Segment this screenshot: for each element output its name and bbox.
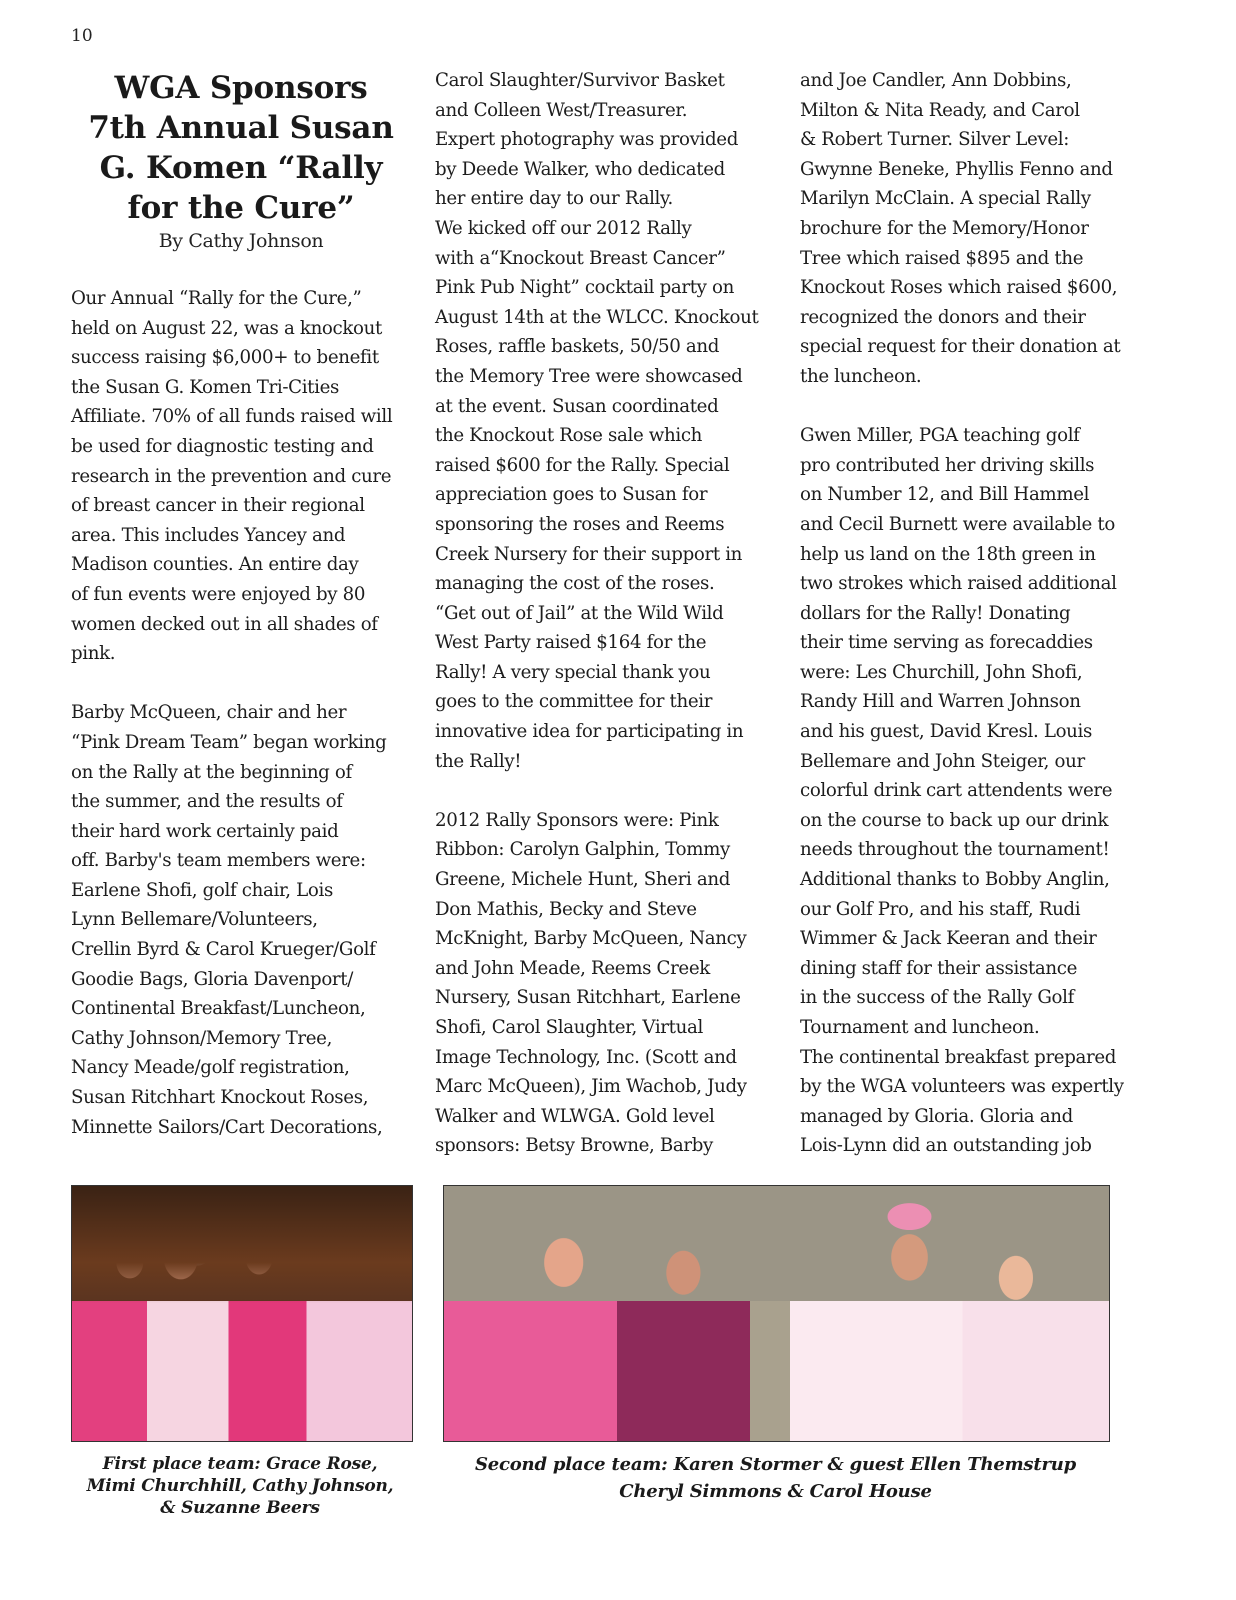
- article-column-3: [800, 66, 1150, 1161]
- title-line: for the Cure”: [127, 190, 355, 226]
- text-line: at the event. Susan coordinated: [435, 395, 719, 417]
- text-line: colorful drink cart attendents were: [800, 780, 1113, 802]
- text-line: We kicked off our 2012 Rally: [435, 217, 692, 239]
- first-place-team-photo: [71, 1185, 413, 1442]
- text-line: Goodie Bags, Gloria Davenport/: [71, 968, 354, 990]
- text-line: Earlene Shofi, golf chair, Lois: [71, 879, 333, 901]
- caption-line: Cheryl Simmons & Carol House: [619, 1481, 932, 1502]
- text-line: pink.: [71, 643, 116, 665]
- title-line: 7th Annual Susan: [88, 110, 394, 146]
- text-line: on Number 12, and Bill Hammel: [800, 484, 1090, 506]
- text-line: sponsoring the roses and Reems: [435, 513, 725, 535]
- caption-line: Second place team: Karen Stormer & guest Ellen Themstrup: [474, 1454, 1077, 1475]
- text-line: research in the prevention and cure: [71, 465, 392, 487]
- text-line: Expert photography was provided: [435, 129, 738, 151]
- article-title: [71, 68, 411, 228]
- text-line: held on August 22, was a knockout: [71, 317, 382, 339]
- text-line: sponsors: Betsy Browne, Barby: [435, 1135, 713, 1157]
- text-line: & Robert Turner. Silver Level:: [800, 129, 1070, 151]
- text-line: of breast cancer in their regional: [71, 495, 365, 517]
- text-line: Marc McQueen), Jim Wachob, Judy: [435, 1076, 747, 1098]
- text-line: area. This includes Yancey and: [71, 524, 346, 546]
- text-line: and John Meade, Reems Creek: [435, 957, 710, 979]
- paragraph-gap: [71, 669, 416, 699]
- text-line: goes to the committee for their: [435, 691, 713, 713]
- text-line: needs throughout the tournament!: [800, 839, 1110, 861]
- text-line: Cathy Johnson/Memory Tree,: [71, 1027, 332, 1049]
- text-line: Continental Breakfast/Luncheon,: [71, 998, 366, 1020]
- text-line: two strokes which raised additional: [800, 573, 1117, 595]
- text-line: and Joe Candler, Ann Dobbins,: [800, 70, 1072, 91]
- article-column-1: [71, 66, 416, 1142]
- text-line: their time serving as forecaddies: [800, 632, 1093, 654]
- text-line: “Pink Dream Team” began working: [71, 731, 387, 753]
- page-number: 10: [71, 26, 93, 46]
- text-line: Tournament and luncheon.: [800, 1017, 1040, 1038]
- text-line: Gwen Miller, PGA teaching golf: [800, 425, 1080, 447]
- text-line: Randy Hill and Warren Johnson: [800, 691, 1081, 713]
- text-line: West Party raised $164 for the: [435, 632, 707, 654]
- text-line: and Colleen West/Treasurer.: [435, 99, 688, 121]
- text-line: help us land on the 18th green in: [800, 543, 1096, 565]
- paragraph: [800, 421, 1150, 1161]
- text-line: dollars for the Rally! Donating: [800, 602, 1071, 624]
- text-line: on the course to back up our drink: [800, 809, 1109, 831]
- text-line: the Memory Tree were showcased: [435, 365, 743, 387]
- text-line: Ribbon: Carolyn Galphin, Tommy: [435, 839, 730, 861]
- text-line: with a“Knockout Breast Cancer”: [435, 247, 726, 269]
- text-line: raised $600 for the Rally. Special: [435, 454, 730, 476]
- text-line: were: Les Churchill, John Shofi,: [800, 661, 1083, 683]
- text-line: our Golf Pro, and his staff, Rudi: [800, 898, 1081, 920]
- text-line: and his guest, David Kresl. Louis: [800, 721, 1092, 743]
- text-line: Carol Slaughter/Survivor Basket: [435, 70, 725, 91]
- text-line: be used for diagnostic testing and: [71, 435, 374, 457]
- text-line: the summer, and the results of: [71, 791, 343, 813]
- text-line: Our Annual “Rally for the Cure,”: [71, 288, 362, 309]
- text-line: the luncheon.: [800, 365, 922, 387]
- text-line: Nancy Meade/golf registration,: [71, 1057, 350, 1079]
- caption-line: First place team: Grace Rose,: [102, 1454, 378, 1474]
- text-line: their hard work certainly paid: [71, 820, 339, 842]
- second-place-caption: [443, 1451, 1108, 1505]
- text-line: in the success of the Rally Golf: [800, 987, 1075, 1009]
- paragraph: [435, 66, 785, 776]
- text-line: her entire day to our Rally.: [435, 188, 673, 210]
- text-line: innovative idea for participating in: [435, 721, 744, 743]
- text-line: off. Barby's team members were:: [71, 850, 366, 872]
- text-line: managed by Gloria. Gloria and: [800, 1105, 1073, 1127]
- article-column-2: [435, 66, 785, 1161]
- text-line: Affiliate. 70% of all funds raised will: [71, 406, 393, 428]
- text-line: Rally! A very special thank you: [435, 661, 711, 683]
- text-line: The continental breakfast prepared: [800, 1046, 1117, 1068]
- text-line: Additional thanks to Bobby Anglin,: [800, 869, 1110, 891]
- caption-line: Mimi Churchhill, Cathy Johnson,: [86, 1476, 394, 1496]
- text-line: Pink Pub Night” cocktail party on: [435, 277, 734, 299]
- text-line: Wimmer & Jack Keeran and their: [800, 928, 1097, 950]
- text-line: Tree which raised $895 and the: [800, 247, 1084, 269]
- text-line: Don Mathis, Becky and Steve: [435, 898, 697, 920]
- text-line: brochure for the Memory/Honor: [800, 217, 1089, 239]
- text-line: Gwynne Beneke, Phyllis Fenno and: [800, 158, 1113, 180]
- text-line: Marilyn McClain. A special Rally: [800, 188, 1091, 210]
- paragraph-gap: [800, 392, 1150, 422]
- text-line: Lois-Lynn did an outstanding job: [800, 1135, 1092, 1157]
- text-line: by the WGA volunteers was expertly: [800, 1076, 1124, 1098]
- text-line: the Susan G. Komen Tri-Cities: [71, 376, 339, 398]
- text-line: Lynn Bellemare/Volunteers,: [71, 909, 318, 931]
- text-line: managing the cost of the roses.: [435, 573, 715, 595]
- text-line: of fun events were enjoyed by 80: [71, 583, 366, 605]
- text-line: on the Rally at the beginning of: [71, 761, 352, 783]
- byline: By Cathy Johnson: [158, 230, 324, 252]
- text-line: special request for their donation at: [800, 336, 1121, 358]
- text-line: Walker and WLWGA. Gold level: [435, 1105, 715, 1127]
- text-line: by Deede Walker, who dedicated: [435, 158, 725, 180]
- text-line: McKnight, Barby McQueen, Nancy: [435, 928, 747, 950]
- title-line: G. Komen “Rally: [99, 150, 383, 186]
- text-line: Bellemare and John Steiger, our: [800, 750, 1085, 772]
- text-line: pro contributed her driving skills: [800, 454, 1095, 476]
- title-line: WGA Sponsors: [114, 70, 368, 106]
- text-line: August 14th at the WLCC. Knockout: [435, 306, 759, 328]
- text-line: dining staff for their assistance: [800, 957, 1078, 979]
- text-line: the Knockout Rose sale which: [435, 425, 703, 447]
- text-line: Barby McQueen, chair and her: [71, 702, 347, 724]
- text-line: Milton & Nita Ready, and Carol: [800, 99, 1080, 121]
- text-line: Nursery, Susan Ritchhart, Earlene: [435, 987, 741, 1009]
- text-line: Image Technology, Inc. (Scott and: [435, 1046, 737, 1068]
- text-line: Susan Ritchhart Knockout Roses,: [71, 1087, 369, 1109]
- text-line: women decked out in all shades of: [71, 613, 378, 635]
- first-place-caption: [60, 1453, 420, 1519]
- text-line: the Rally!: [435, 750, 522, 772]
- paragraph: [800, 66, 1150, 392]
- caption-line: & Suzanne Beers: [160, 1498, 320, 1518]
- text-line: Greene, Michele Hunt, Sheri and: [435, 869, 730, 891]
- text-line: Madison counties. An entire day: [71, 554, 359, 576]
- text-line: Knockout Roses which raised $600,: [800, 277, 1118, 299]
- text-line: Shofi, Carol Slaughter, Virtual: [435, 1017, 703, 1038]
- text-line: and Cecil Burnett were available to: [800, 513, 1115, 535]
- paragraph: [71, 284, 416, 669]
- text-line: “Get out of Jail” at the Wild Wild: [435, 602, 724, 624]
- paragraph: [435, 806, 785, 1161]
- text-line: 2012 Rally Sponsors were: Pink: [435, 809, 719, 831]
- text-line: Minnette Sailors/Cart Decorations,: [71, 1116, 383, 1138]
- text-line: Roses, raffle baskets, 50/50 and: [435, 336, 720, 358]
- text-line: Crellin Byrd & Carol Krueger/Golf: [71, 939, 376, 961]
- text-line: Creek Nursery for their support in: [435, 543, 743, 565]
- text-line: appreciation goes to Susan for: [435, 484, 708, 506]
- paragraph-gap: [435, 776, 785, 806]
- text-line: recognized the donors and their: [800, 306, 1086, 328]
- second-place-team-photo: [443, 1185, 1110, 1442]
- paragraph: [71, 698, 416, 1142]
- text-line: success raising $6,000+ to benefit: [71, 347, 379, 369]
